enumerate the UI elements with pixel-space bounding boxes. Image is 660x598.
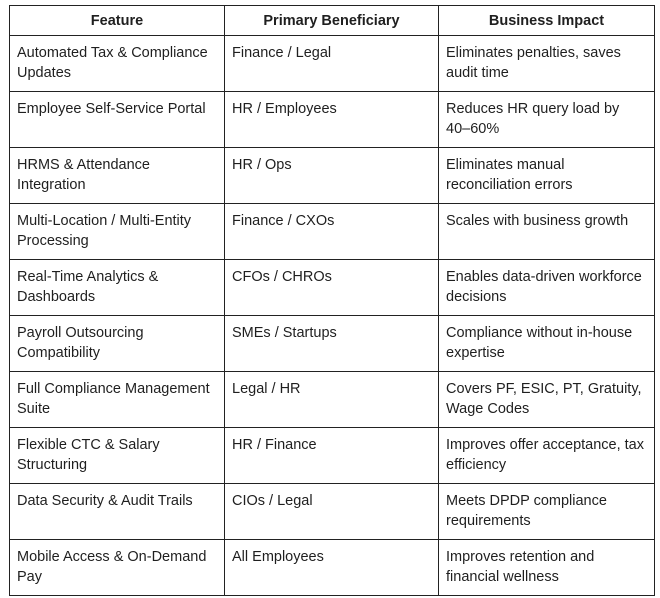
beneficiary-cell: All Employees (225, 540, 439, 596)
impact-cell: Eliminates manual reconciliation errors (439, 148, 655, 204)
table-row (10, 372, 655, 428)
feature-cell: Mobile Access & On-Demand Pay (10, 540, 225, 596)
impact-cell: Eliminates penalties, saves audit time (439, 36, 655, 92)
feature-cell: Data Security & Audit Trails (10, 484, 225, 540)
beneficiary-cell: Finance / Legal (225, 36, 439, 92)
impact-cell: Covers PF, ESIC, PT, Gratuity, Wage Codes (439, 372, 655, 428)
feature-cell: Full Compliance Management Suite (10, 372, 225, 428)
feature-cell: Flexible CTC & Salary Structuring (10, 428, 225, 484)
impact-cell: Reduces HR query load by 40–60% (439, 92, 655, 148)
impact-cell: Improves retention and financial wellness (439, 540, 655, 596)
table-row (10, 148, 655, 204)
impact-cell: Improves offer acceptance, tax efficiency (439, 428, 655, 484)
impact-cell: Enables data-driven workforce decisions (439, 260, 655, 316)
feature-cell: Employee Self-Service Portal (10, 92, 225, 148)
beneficiary-cell: HR / Employees (225, 92, 439, 148)
feature-cell: Multi-Location / Multi-Entity Processing (10, 204, 225, 260)
header-business-impact: Business Impact (439, 6, 655, 36)
feature-cell: HRMS & Attendance Integration (10, 148, 225, 204)
feature-cell: Automated Tax & Compliance Updates (10, 36, 225, 92)
header-feature: Feature (10, 6, 225, 36)
table-body (10, 36, 655, 596)
table-row (10, 540, 655, 596)
beneficiary-cell: Finance / CXOs (225, 204, 439, 260)
header-primary-beneficiary: Primary Beneficiary (225, 6, 439, 36)
table-row (10, 316, 655, 372)
feature-cell: Payroll Outsourcing Compatibility (10, 316, 225, 372)
beneficiary-cell: HR / Finance (225, 428, 439, 484)
impact-cell: Compliance without in-house expertise (439, 316, 655, 372)
beneficiary-cell: Legal / HR (225, 372, 439, 428)
table-row (10, 260, 655, 316)
impact-cell: Meets DPDP compliance requirements (439, 484, 655, 540)
table-row (10, 92, 655, 148)
table-row (10, 36, 655, 92)
beneficiary-cell: CFOs / CHROs (225, 260, 439, 316)
impact-cell: Scales with business growth (439, 204, 655, 260)
beneficiary-cell: CIOs / Legal (225, 484, 439, 540)
beneficiary-cell: SMEs / Startups (225, 316, 439, 372)
table-row (10, 204, 655, 260)
beneficiary-cell: HR / Ops (225, 148, 439, 204)
feature-cell: Real-Time Analytics & Dashboards (10, 260, 225, 316)
table-row (10, 484, 655, 540)
feature-table (9, 5, 655, 596)
table-row (10, 428, 655, 484)
table-header (10, 6, 655, 36)
header-row (10, 6, 655, 36)
